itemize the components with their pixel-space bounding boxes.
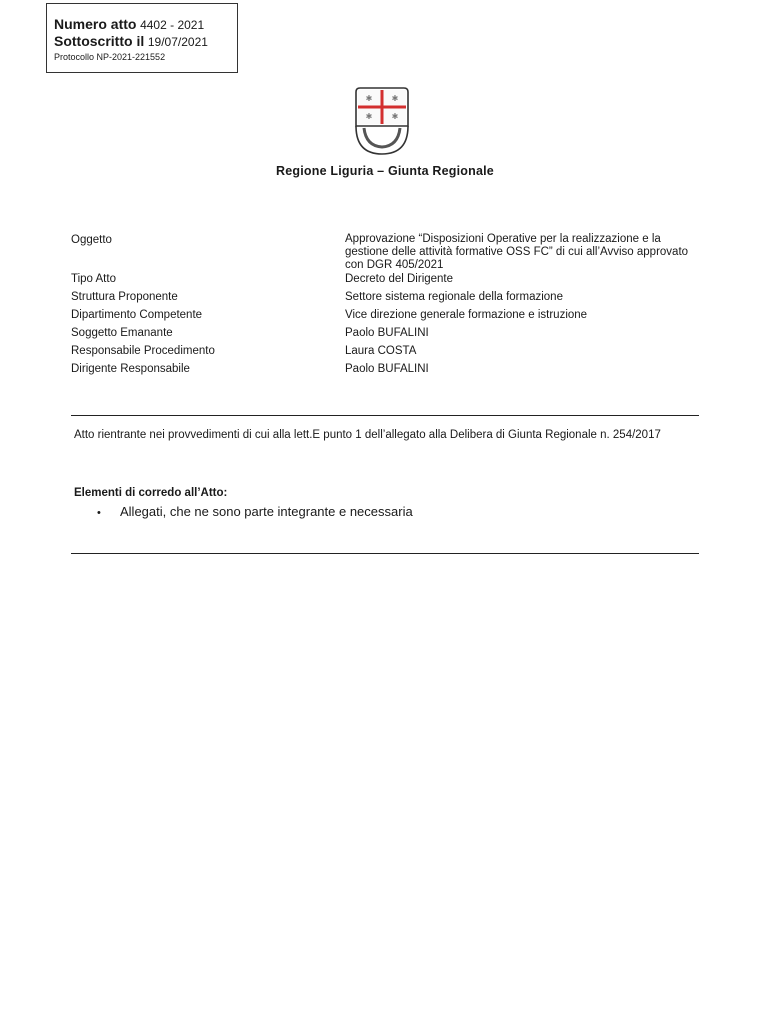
attachment-list-item	[97, 504, 413, 519]
metadata-row-tipo-atto	[71, 272, 698, 286]
svg-text:✱: ✱	[391, 112, 399, 121]
signed-date-value: 19/07/2021	[147, 35, 208, 49]
metadata-label: Oggetto	[71, 234, 112, 246]
metadata-row-oggetto	[71, 233, 698, 272]
svg-text:✱: ✱	[365, 94, 373, 103]
metadata-label: Tipo Atto	[71, 273, 116, 285]
act-number-label: Numero atto	[54, 16, 137, 32]
section-divider-top	[71, 415, 699, 416]
metadata-label: Dirigente Responsabile	[71, 363, 190, 375]
metadata-row-dirigente-responsabile	[71, 362, 698, 376]
act-number-row	[54, 16, 237, 33]
metadata-value: Decreto del Dirigente	[345, 273, 454, 285]
attachments-title: Elementi di corredo all’Atto:	[74, 487, 228, 499]
signed-date-row	[54, 33, 237, 50]
act-number-stamp	[46, 3, 238, 73]
section-divider-bottom	[71, 553, 699, 554]
svg-text:✱: ✱	[391, 94, 399, 103]
metadata-label: Dipartimento Competente	[71, 309, 203, 321]
regulatory-note: Atto rientrante nei provvedimenti di cui alla lett.E punto 1 dell’allegato alla Delibera di Giunta Regionale n. 254/2017	[74, 429, 661, 441]
metadata-label: Responsabile Procedimento	[71, 345, 215, 357]
metadata-row-dipartimento-competente	[71, 308, 698, 322]
svg-text:✱: ✱	[365, 112, 373, 121]
act-metadata-table	[71, 233, 698, 380]
metadata-row-struttura-proponente	[71, 290, 698, 304]
bullet-icon: •	[97, 507, 101, 519]
metadata-value: Paolo BUFALINI	[345, 363, 429, 375]
attachment-item-text: Allegati, che ne sono parte integrante e necessaria	[120, 504, 413, 519]
metadata-label: Soggetto Emanante	[71, 327, 173, 339]
signed-date-label: Sottoscritto il	[54, 33, 145, 49]
metadata-label: Struttura Proponente	[71, 291, 178, 303]
metadata-value: Laura COSTA	[345, 345, 417, 357]
metadata-value: Approvazione “Disposizioni Operative per la realizzazione e la gestione delle attività formative OSS FC” di cui all’Avviso approvato con DGR 405/2021	[345, 233, 689, 271]
regione-liguria-emblem-icon	[352, 86, 412, 156]
organization-title: Regione Liguria – Giunta Regionale	[276, 164, 494, 178]
emblem-svg	[352, 86, 412, 156]
metadata-value: Paolo BUFALINI	[345, 327, 429, 339]
metadata-value: Settore sistema regionale della formazione	[345, 291, 563, 303]
metadata-row-soggetto-emanante	[71, 326, 698, 340]
metadata-row-responsabile-procedimento	[71, 344, 698, 358]
protocol-number: Protocollo NP-2021-221552	[54, 52, 166, 62]
act-number-value: 4402 - 2021	[140, 18, 205, 32]
metadata-value: Vice direzione generale formazione e istruzione	[345, 309, 588, 321]
